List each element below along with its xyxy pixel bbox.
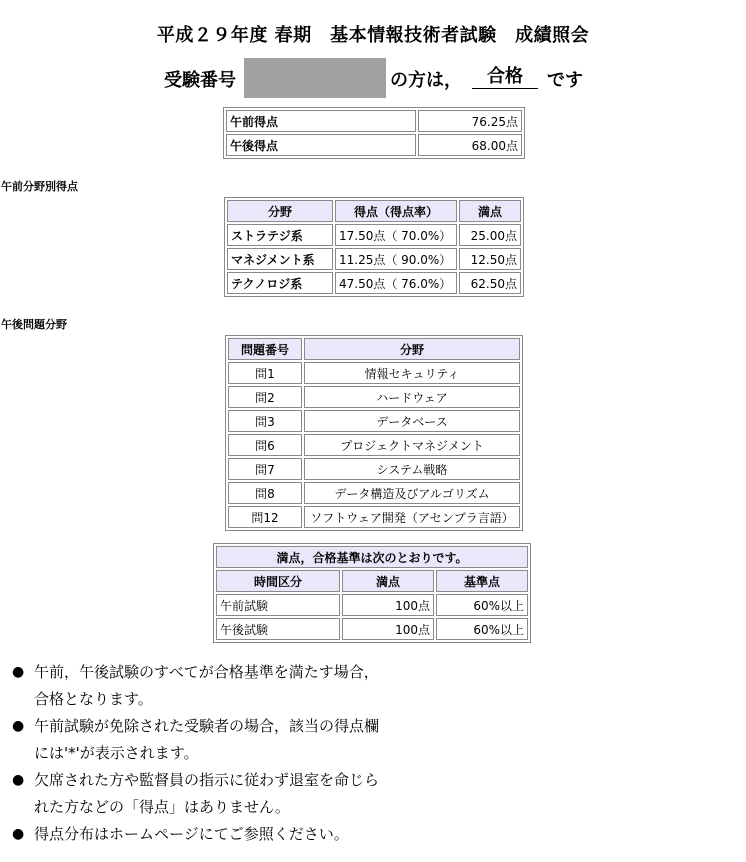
score-value: 68.00点 — [418, 134, 522, 156]
score-table — [223, 107, 525, 159]
exam-line-suffix: です — [547, 70, 583, 91]
criteria-section: 午後試験 — [216, 618, 340, 640]
column-header: 分野 — [227, 200, 333, 222]
problem-number: 問7 — [228, 458, 302, 480]
problem-field: ハードウェア — [304, 386, 520, 408]
notes-list — [12, 659, 379, 848]
field-max: 62.50点 — [459, 272, 521, 294]
table-row — [228, 338, 520, 360]
problem-number: 問6 — [228, 434, 302, 456]
field-name: テクノロジ系 — [227, 272, 333, 294]
table-row — [228, 386, 520, 408]
table-row — [226, 134, 522, 156]
column-header: 問題番号 — [228, 338, 302, 360]
column-header: 満点 — [342, 570, 434, 592]
afternoon-problem-table — [225, 335, 523, 531]
bullet-icon: ● — [12, 664, 25, 680]
table-row — [216, 570, 528, 592]
table-row — [228, 458, 520, 480]
table-row — [228, 482, 520, 504]
table-row — [216, 618, 528, 640]
field-max: 25.00点 — [459, 224, 521, 246]
field-max: 12.50点 — [459, 248, 521, 270]
score-label: 午後得点 — [226, 134, 416, 156]
criteria-section: 午前試験 — [216, 594, 340, 616]
field-name: マネジメント系 — [227, 248, 333, 270]
problem-number: 問2 — [228, 386, 302, 408]
pass-criteria-table — [213, 543, 531, 643]
morning-section-heading: 午前分野別得点 — [1, 180, 78, 193]
bullet-icon: ● — [12, 826, 25, 842]
field-score: 11.25点（ 90.0%） — [335, 248, 457, 270]
table-row — [216, 594, 528, 616]
score-label: 午前得点 — [226, 110, 416, 132]
table-row — [216, 546, 528, 568]
problem-field: データ構造及びアルゴリズム — [304, 482, 520, 504]
criteria-caption: 満点，合格基準は次のとおりです。 — [216, 546, 528, 568]
score-value: 76.25点 — [418, 110, 522, 132]
problem-number: 問3 — [228, 410, 302, 432]
page-title: 平成２９年度 春期 基本情報技術者試験 成績照会 — [156, 25, 590, 46]
list-item: ● 午前，午後試験のすべてが合格基準を満たす場合， 合格となります。 — [12, 659, 379, 713]
table-row — [227, 248, 521, 270]
exam-line-middle: の方は， — [390, 70, 462, 91]
problem-field: 情報セキュリティ — [304, 362, 520, 384]
column-header: 得点（得点率） — [335, 200, 457, 222]
problem-number: 問1 — [228, 362, 302, 384]
problem-number: 問8 — [228, 482, 302, 504]
bullet-icon: ● — [12, 718, 25, 734]
criteria-pass: 60%以上 — [436, 618, 528, 640]
afternoon-section-heading: 午後問題分野 — [1, 318, 67, 331]
table-row — [228, 410, 520, 432]
table-row — [226, 110, 522, 132]
table-row — [227, 272, 521, 294]
field-score: 47.50点（ 76.0%） — [335, 272, 457, 294]
morning-field-table — [224, 197, 524, 297]
table-row — [227, 224, 521, 246]
list-item: ● 欠席された方や監督員の指示に従わず退室を命じら れた方などの「得点」はありません。 — [12, 767, 379, 821]
list-item: ● 午前試験が免除された受験者の場合，該当の得点欄 には'*'が表示されます。 — [12, 713, 379, 767]
table-row — [228, 506, 520, 528]
bullet-icon: ● — [12, 772, 25, 788]
field-name: ストラテジ系 — [227, 224, 333, 246]
problem-field: プロジェクトマネジメント — [304, 434, 520, 456]
table-row — [228, 434, 520, 456]
criteria-pass: 60%以上 — [436, 594, 528, 616]
exam-number-redacted — [244, 58, 386, 98]
criteria-max: 100点 — [342, 594, 434, 616]
column-header: 分野 — [304, 338, 520, 360]
problem-field: システム戦略 — [304, 458, 520, 480]
problem-number: 問12 — [228, 506, 302, 528]
criteria-max: 100点 — [342, 618, 434, 640]
pass-result: 合格 — [472, 66, 538, 89]
list-item: ● 得点分布はホームページにてご参照ください。 — [12, 821, 379, 848]
exam-number-label: 受験番号 — [164, 70, 236, 91]
column-header: 満点 — [459, 200, 521, 222]
exam-result-line — [0, 58, 746, 98]
column-header: 時間区分 — [216, 570, 340, 592]
column-header: 基準点 — [436, 570, 528, 592]
field-score: 17.50点（ 70.0%） — [335, 224, 457, 246]
problem-field: ソフトウェア開発（アセンブラ言語） — [304, 506, 520, 528]
table-row — [227, 200, 521, 222]
problem-field: データベース — [304, 410, 520, 432]
table-row — [228, 362, 520, 384]
